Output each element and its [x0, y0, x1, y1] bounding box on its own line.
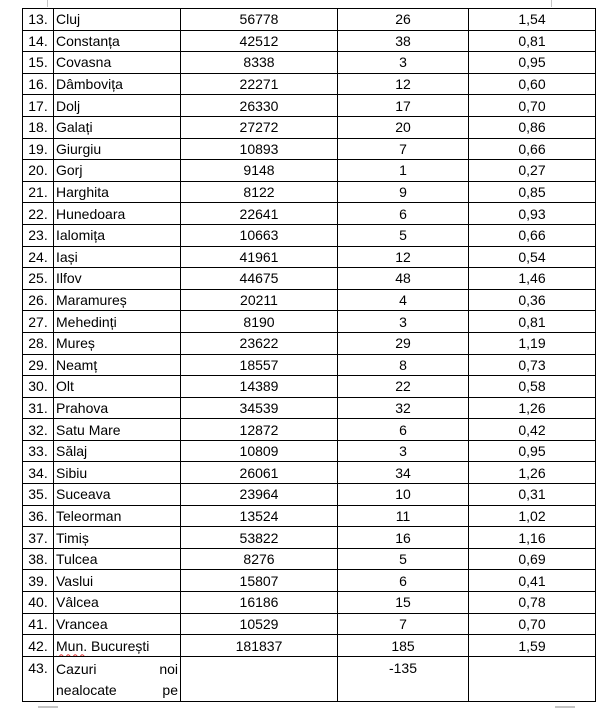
incidence-rate-cell: 0,81	[469, 311, 596, 333]
total-cases-cell: 23964	[181, 484, 338, 506]
county-name-cell: Vrancea	[54, 613, 181, 635]
incidence-rate-cell: 0,69	[469, 548, 596, 570]
new-cases-cell: 3	[338, 440, 469, 462]
incidence-rate-cell: 1,54	[469, 9, 596, 31]
county-name-cell: Mureș	[54, 332, 181, 354]
county-name-cell: Galați	[54, 116, 181, 138]
county-cases-table-body	[23, 9, 596, 702]
table-row	[23, 246, 596, 268]
table-row	[23, 505, 596, 527]
total-cases-cell: 181837	[181, 635, 338, 657]
county-name-cell: Hunedoara	[54, 203, 181, 225]
new-cases-cell: 3	[338, 311, 469, 333]
row-number-cell: 22.	[23, 203, 54, 225]
table-row	[23, 73, 596, 95]
new-cases-cell: 20	[338, 116, 469, 138]
incidence-rate-cell: 0,41	[469, 570, 596, 592]
total-cases-cell: 10529	[181, 613, 338, 635]
total-cases-cell: 41961	[181, 246, 338, 268]
incidence-rate-cell: 0,95	[469, 440, 596, 462]
row-number-cell: 17.	[23, 95, 54, 117]
row-number-cell: 41.	[23, 613, 54, 635]
new-cases-cell: 29	[338, 332, 469, 354]
new-cases-cell: 1	[338, 160, 469, 182]
table-row	[23, 116, 596, 138]
new-cases-cell: 12	[338, 73, 469, 95]
table-row	[23, 95, 596, 117]
text-boundary-mark-top-right	[551, 0, 552, 7]
row-number-cell: 19.	[23, 138, 54, 160]
new-cases-cell: 5	[338, 548, 469, 570]
county-name-cell: Olt	[54, 376, 181, 398]
table-row	[23, 548, 596, 570]
new-cases-cell: 9	[338, 181, 469, 203]
county-name-cell: Covasna	[54, 52, 181, 74]
row-number-cell: 38.	[23, 548, 54, 570]
new-cases-cell: 38	[338, 30, 469, 52]
row-number-cell: 24.	[23, 246, 54, 268]
table-row	[23, 419, 596, 441]
table-row	[23, 635, 596, 657]
spellcheck-flagged-text: Mun.	[56, 637, 88, 654]
total-cases-cell: 56778	[181, 9, 338, 31]
incidence-rate-cell: 1,26	[469, 462, 596, 484]
row-number-cell: 42.	[23, 635, 54, 657]
total-cases-cell	[181, 656, 338, 701]
incidence-rate-cell: 0,93	[469, 203, 596, 225]
table-row	[23, 570, 596, 592]
incidence-rate-cell: 0,58	[469, 376, 596, 398]
row-number-cell: 40.	[23, 592, 54, 614]
table-row	[23, 462, 596, 484]
incidence-rate-cell: 0,36	[469, 289, 596, 311]
incidence-rate-cell: 0,60	[469, 73, 596, 95]
incidence-rate-cell: 0,73	[469, 354, 596, 376]
incidence-rate-cell: 1,46	[469, 268, 596, 290]
total-cases-cell: 12872	[181, 419, 338, 441]
new-cases-cell: 26	[338, 9, 469, 31]
county-name-cell: Neamț	[54, 354, 181, 376]
county-name-cell: Teleorman	[54, 505, 181, 527]
row-number-cell: 35.	[23, 484, 54, 506]
total-cases-cell: 8276	[181, 548, 338, 570]
total-cases-cell: 22641	[181, 203, 338, 225]
incidence-rate-cell: 0,66	[469, 138, 596, 160]
table-row	[23, 440, 596, 462]
row-number-cell: 18.	[23, 116, 54, 138]
incidence-rate-cell: 0,42	[469, 419, 596, 441]
total-cases-cell: 53822	[181, 527, 338, 549]
justified-text-line: Cazuri noi	[56, 660, 178, 677]
county-name-cell: Sălaj	[54, 440, 181, 462]
table-row	[23, 52, 596, 74]
new-cases-cell: 32	[338, 397, 469, 419]
new-cases-cell: 17	[338, 95, 469, 117]
table-row	[23, 203, 596, 225]
table-row	[23, 268, 596, 290]
incidence-rate-cell: 0,70	[469, 613, 596, 635]
total-cases-cell: 14389	[181, 376, 338, 398]
row-number-cell: 28.	[23, 332, 54, 354]
incidence-rate-cell: 0,66	[469, 224, 596, 246]
new-cases-cell: 5	[338, 224, 469, 246]
incidence-rate-cell: 0,81	[469, 30, 596, 52]
new-cases-cell: 10	[338, 484, 469, 506]
county-name-cell: Ilfov	[54, 268, 181, 290]
total-cases-cell: 10809	[181, 440, 338, 462]
row-number-cell: 13.	[23, 9, 54, 31]
table-row	[23, 9, 596, 31]
county-name-cell: Timiș	[54, 527, 181, 549]
new-cases-cell: 6	[338, 203, 469, 225]
total-cases-cell: 26330	[181, 95, 338, 117]
new-cases-cell: 11	[338, 505, 469, 527]
new-cases-cell: 8	[338, 354, 469, 376]
total-cases-cell: 22271	[181, 73, 338, 95]
new-cases-cell: 3	[338, 52, 469, 74]
table-row	[23, 181, 596, 203]
county-name-cell: Cluj	[54, 9, 181, 31]
row-number-cell: 39.	[23, 570, 54, 592]
total-cases-cell: 26061	[181, 462, 338, 484]
county-name-cell: Mun. București	[54, 635, 181, 657]
table-row	[23, 592, 596, 614]
total-cases-cell: 23622	[181, 332, 338, 354]
row-number-cell: 15.	[23, 52, 54, 74]
incidence-rate-cell	[469, 656, 596, 701]
new-cases-cell: 16	[338, 527, 469, 549]
row-number-cell: 29.	[23, 354, 54, 376]
text-boundary-mark-bottom-right	[555, 706, 575, 708]
table-row	[23, 397, 596, 419]
justified-text-line: nealocate pe	[56, 681, 178, 698]
total-cases-cell: 20211	[181, 289, 338, 311]
county-name-cell: Constanța	[54, 30, 181, 52]
incidence-rate-cell: 0,54	[469, 246, 596, 268]
total-cases-cell: 34539	[181, 397, 338, 419]
county-name-cell: Satu Mare	[54, 419, 181, 441]
new-cases-cell: 22	[338, 376, 469, 398]
incidence-rate-cell: 1,16	[469, 527, 596, 549]
total-cases-cell: 10663	[181, 224, 338, 246]
row-number-cell: 34.	[23, 462, 54, 484]
total-cases-cell: 13524	[181, 505, 338, 527]
county-name-cell: Harghita	[54, 181, 181, 203]
incidence-rate-cell: 1,19	[469, 332, 596, 354]
new-cases-cell: 34	[338, 462, 469, 484]
county-name-cell: Tulcea	[54, 548, 181, 570]
total-cases-cell: 18557	[181, 354, 338, 376]
row-number-cell: 30.	[23, 376, 54, 398]
row-number-cell: 33.	[23, 440, 54, 462]
table-row	[23, 160, 596, 182]
county-name-cell	[54, 656, 181, 701]
table-row	[23, 354, 596, 376]
county-name-cell: Dolj	[54, 95, 181, 117]
incidence-rate-cell: 1,26	[469, 397, 596, 419]
county-name-cell: Suceava	[54, 484, 181, 506]
row-number-cell: 36.	[23, 505, 54, 527]
row-number-cell: 32.	[23, 419, 54, 441]
new-cases-cell: 7	[338, 138, 469, 160]
text-boundary-mark-top-left	[47, 0, 48, 7]
table-row	[23, 138, 596, 160]
county-name-cell: Maramureș	[54, 289, 181, 311]
new-cases-cell: 6	[338, 570, 469, 592]
incidence-rate-cell: 1,02	[469, 505, 596, 527]
row-number-cell: 14.	[23, 30, 54, 52]
row-number-cell: 43.	[23, 656, 54, 701]
row-number-cell: 37.	[23, 527, 54, 549]
county-name-cell: Gorj	[54, 160, 181, 182]
total-cases-cell: 42512	[181, 30, 338, 52]
county-name-cell: Vâlcea	[54, 592, 181, 614]
new-cases-cell: 6	[338, 419, 469, 441]
new-cases-cell: -135	[338, 656, 469, 701]
table-row	[23, 527, 596, 549]
table-row	[23, 289, 596, 311]
new-cases-cell: 4	[338, 289, 469, 311]
row-number-cell: 21.	[23, 181, 54, 203]
incidence-rate-cell: 0,85	[469, 181, 596, 203]
county-name-cell: Mehedinți	[54, 311, 181, 333]
county-name-cell: Sibiu	[54, 462, 181, 484]
county-cases-table	[22, 8, 596, 702]
table-row	[23, 30, 596, 52]
row-number-cell: 20.	[23, 160, 54, 182]
total-cases-cell: 15807	[181, 570, 338, 592]
total-cases-cell: 9148	[181, 160, 338, 182]
table-row	[23, 311, 596, 333]
incidence-rate-cell: 0,31	[469, 484, 596, 506]
table-row	[23, 376, 596, 398]
new-cases-cell: 12	[338, 246, 469, 268]
county-name-cell: Dâmbovița	[54, 73, 181, 95]
new-cases-cell: 48	[338, 268, 469, 290]
new-cases-cell: 15	[338, 592, 469, 614]
total-cases-cell: 27272	[181, 116, 338, 138]
total-cases-cell: 44675	[181, 268, 338, 290]
row-number-cell: 16.	[23, 73, 54, 95]
incidence-rate-cell: 0,86	[469, 116, 596, 138]
total-cases-cell: 16186	[181, 592, 338, 614]
table-row	[23, 656, 596, 701]
incidence-rate-cell: 0,27	[469, 160, 596, 182]
row-number-cell: 23.	[23, 224, 54, 246]
incidence-rate-cell: 1,59	[469, 635, 596, 657]
incidence-rate-cell: 0,95	[469, 52, 596, 74]
table-row	[23, 332, 596, 354]
county-name-cell: Prahova	[54, 397, 181, 419]
new-cases-cell: 185	[338, 635, 469, 657]
county-name-cell: Iași	[54, 246, 181, 268]
table-row	[23, 613, 596, 635]
new-cases-cell: 7	[338, 613, 469, 635]
county-name-cell: Ialomița	[54, 224, 181, 246]
table-row	[23, 224, 596, 246]
incidence-rate-cell: 0,70	[469, 95, 596, 117]
total-cases-cell: 8190	[181, 311, 338, 333]
row-number-cell: 27.	[23, 311, 54, 333]
county-name-cell: Giurgiu	[54, 138, 181, 160]
text-boundary-mark-bottom-left	[38, 706, 58, 708]
incidence-rate-cell: 0,78	[469, 592, 596, 614]
row-number-cell: 26.	[23, 289, 54, 311]
table-row	[23, 484, 596, 506]
county-name-cell: Vaslui	[54, 570, 181, 592]
total-cases-cell: 10893	[181, 138, 338, 160]
total-cases-cell: 8122	[181, 181, 338, 203]
row-number-cell: 25.	[23, 268, 54, 290]
total-cases-cell: 8338	[181, 52, 338, 74]
row-number-cell: 31.	[23, 397, 54, 419]
